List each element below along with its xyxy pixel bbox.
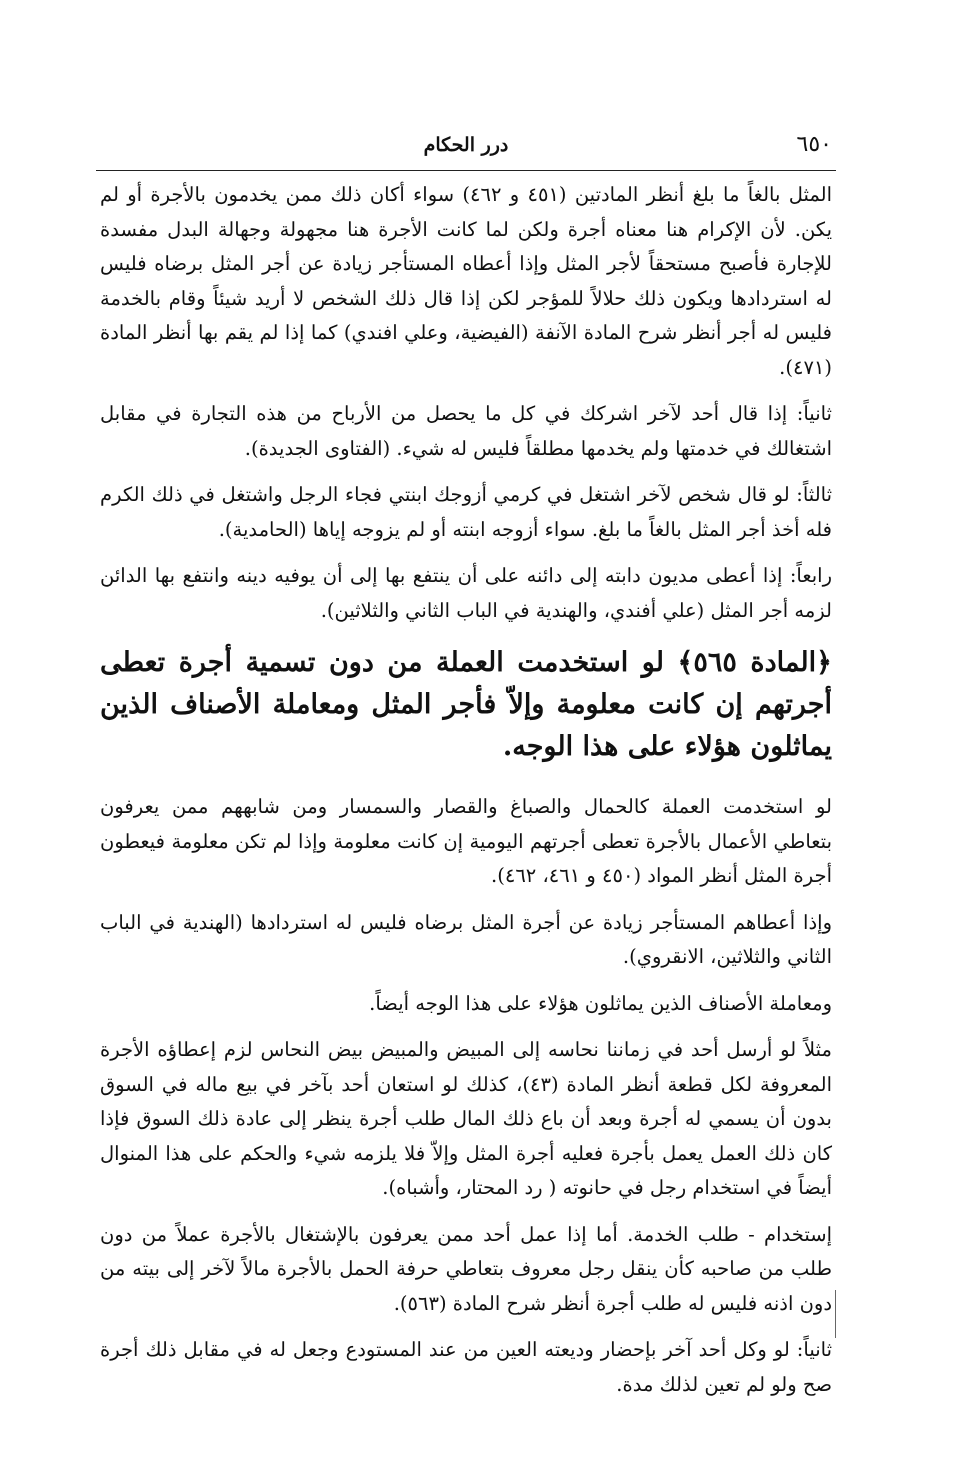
header-rule: [96, 170, 836, 171]
commentary-paragraph: لو استخدمت العملة كالحمال والصباغ والقصار والسمسار ومن شابههم ممن يعرفون بتعاطي الأعمال بالأجرة تعطى أجرتهم اليومية إن كانت معلومة وإذا لم تكن معلومة فيعطون أجرة المثل أنظر المواد (٤٥٠ و ٤٦١، ٤٦٢).: [100, 795, 832, 887]
article-565-text: ﴿المادة ٥٦٥﴾ لو استخدمت العملة من دون تسمية أجرة تعطى أجرتهم إن كانت معلومة وإلاّ فأجر المثل ومعاملة الأصناف الذين يماثلون هؤلاء على هذا الوجه.: [100, 647, 832, 762]
commentary-paragraph: إستخدام - طلب الخدمة. أما إذا عمل أحد ممن يعرفون بالإشتغال بالأجرة عملاً من دون طلب من صاحبه كأن ينقل رجل معروف بتعاطي حرفة الحمل بالأجرة مالاً لآخر إلى بيته من دون اذنه فليس له طلب أجرة أنظر شرح المادة (٥٦٣).: [100, 1222, 832, 1315]
paragraph-third: ثالثاً: لو قال شخص لآخر اشتغل في كرمي أزوجك ابنتي فجاء الرجل واشتغل في ذلك الكرم فله أخذ أجر المثل بالغاً ما بلغ. سواء أزوجه ابنته أو لم يزوجه إياها (الحامدية).: [100, 483, 832, 541]
running-title: درر الحكام: [423, 134, 509, 156]
page-header: [100, 128, 832, 168]
commentary-paragraph: ومعاملة الأصناف الذين يماثلون هؤلاء على هذا الوجه أيضاً.: [369, 991, 832, 1015]
paragraph-second: ثانياً: إذا قال أحد لآخر اشركك في كل ما يحصل من الأرباح من هذه التجارة في مقابل اشتغالك في خدمتها ولم يخدمها مطلقاً فليس له شيء. (الفتاوى الجديدة).: [100, 402, 832, 460]
commentary-paragraph: مثلاً لو أرسل أحد في زماننا نحاسه إلى المبيض والمبيض بيض النحاس لزم إعطاؤه الأجرة المعروفة لكل قطعة أنظر المادة (٤٣)، كذلك لو استعان أحد بآخر في بيع ماله في السوق بدون أن يسمي له أجرة وبعد أن باع ذلك المال طلب أجرة ينظر إلى عادة ذلك السوق فإذا كان ذلك العمل يعمل بأجرة فعليه أجرة المثل وإلاّ فلا يلزمه شيء والحكم على هذا المنوال أيضاً في استخدام رجل في حانوته ( رد المحتار، وأشباه).: [100, 1038, 833, 1199]
page-number: ٦٥٠: [796, 132, 832, 157]
commentary-paragraph: ثانياً: لو وكل أحد آخر بإحضار وديعته العين من عند المستودع وجعل له في مقابل ذلك أجرة صح ولو لم تعين لذلك مدة.: [100, 1338, 832, 1396]
page-body: [100, 178, 832, 1414]
paragraph-opening: المثل بالغاً ما بلغ أنظر المادتين (٤٥١ و ٤٦٢) سواء أكان ذلك ممن يخدمون بالأجرة أو لم يكن. لأن الإكرام هنا معناه أجرة ولكن لما كانت الأجرة هنا مجهولة وجهالة البدل مفسدة للإجارة فأصبح مستحقاً لأجر المثل وإذا أعطاه المستأجر زيادة عن أجر المثل برضاه فليس له استردادها ويكون ذلك حلالاً للمؤجر لكن إذا قال ذلك الشخص لا أريد شيئاً وقام بالخدمة فليس له أجر أنظر شرح المادة الآنفة (الفيضية، وعلي افندي) كما إذا لم يقم بها أنظر المادة (٤٧١).: [100, 183, 832, 379]
commentary-paragraph: وإذا أعطاهم المستأجر زيادة عن أجرة المثل برضاه فليس له استردادها (الهندية في الباب الثاني والثلاثين، الانقروي).: [100, 910, 832, 968]
margin-mark: [835, 1290, 836, 1338]
paragraph-fourth: رابعاً: إذا أعطى مديون دابته إلى دائنه على أن ينتفع بها إلى أن يوفيه دينه وانتفع بها الدائن لزمه أجر المثل (علي أفندي، والهندية في الباب الثاني والثلاثين).: [100, 564, 832, 622]
